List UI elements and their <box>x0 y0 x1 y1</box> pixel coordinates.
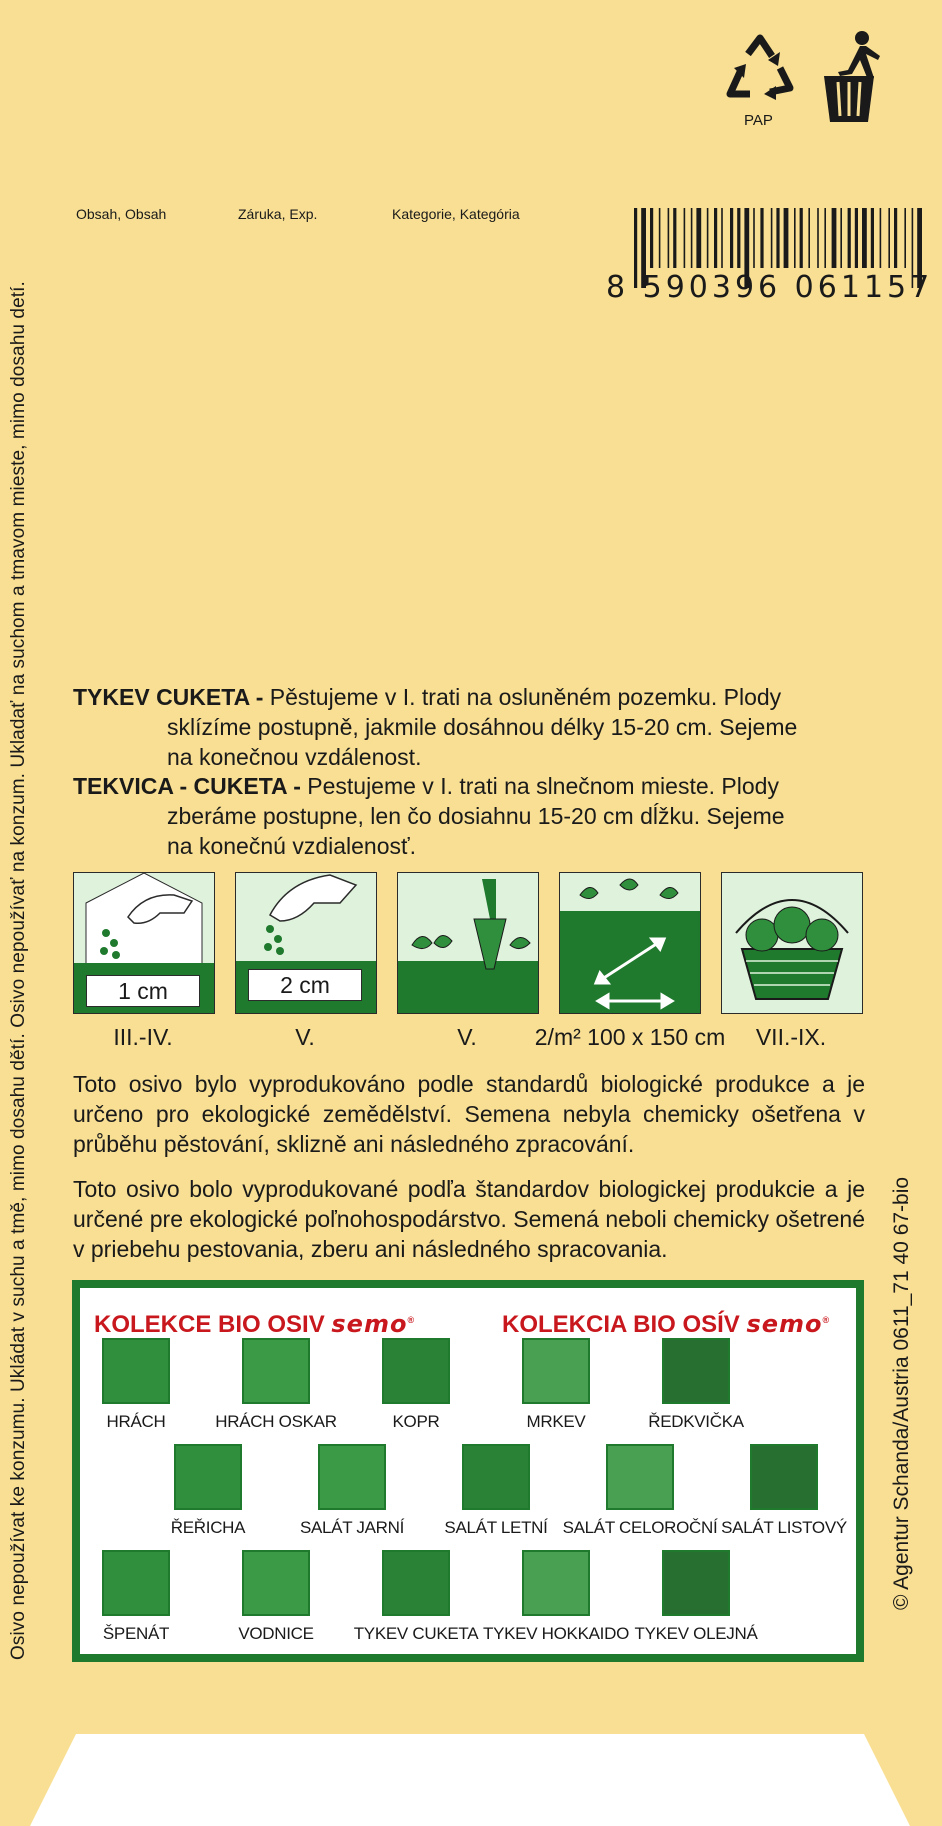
barcode-digits: 8 590396 061157 <box>606 270 934 305</box>
bio-item-label: TYKEV OLEJNÁ <box>634 1624 758 1643</box>
bio-item-image <box>102 1550 170 1616</box>
copyright-code-text: © Agentur Schanda/Austria 0611_71 40 67-bio <box>890 1176 913 1610</box>
semo-logo-2: semo <box>746 1310 823 1338</box>
organic-text-cz: Toto osivo bylo vyprodukováno podle standardů biologické produkce a je určeno pro ekologické zemědělství. Semena nebyla chemicky ošetřena v průběhu pěstování, sklizně ani následného zpracování. <box>73 1071 865 1157</box>
bio-title-sk: KOLEKCIA BIO OSÍV semo® <box>502 1310 830 1338</box>
bio-item-image <box>102 1338 170 1404</box>
bio-item-label: HRÁCH OSKAR <box>215 1412 337 1431</box>
basket-icon <box>742 949 842 999</box>
bio-item-label: SALÁT JARNÍ <box>299 1518 405 1537</box>
pap-label: PAP <box>744 112 773 129</box>
step-label-2: V. <box>295 1024 315 1050</box>
description-cz-line1: Pěstujeme v I. trati na osluněném pozemku. Plody <box>263 684 782 710</box>
recycle-icon <box>720 34 800 106</box>
step-plant <box>397 872 539 1014</box>
bio-item-label: SALÁT LETNÍ <box>444 1518 548 1537</box>
bio-item-image <box>522 1550 590 1616</box>
description-sk-title: TEKVICA - CUKETA - <box>73 773 301 799</box>
bio-item-label: ŘEŘICHA <box>170 1518 246 1537</box>
step-sow-1cm <box>73 872 215 1014</box>
step-label-4: 2/m² 100 x 150 cm <box>534 1024 726 1050</box>
bio-item-image <box>662 1550 730 1616</box>
bio-item-label: TYKEV CUKETA <box>353 1624 479 1643</box>
description-cz-line3: na konečnou vzdálenost. <box>167 744 422 770</box>
bio-title-cz: KOLEKCE BIO OSIV semo® <box>94 1310 415 1338</box>
bio-item-label: ŠPENÁT <box>102 1624 170 1643</box>
bio-item-label: TYKEV HOKKAIDO <box>482 1624 630 1643</box>
step-depth-1: 1 cm <box>86 975 200 1007</box>
description-sk-line1: Pestujeme v I. trati na slnečnom mieste. Plody <box>300 773 779 799</box>
semo-logo: semo <box>331 1310 408 1338</box>
bio-item-image <box>606 1444 674 1510</box>
bio-item-label: VODNICE <box>238 1624 314 1643</box>
description-cz <box>73 682 865 772</box>
bio-item-image <box>242 1338 310 1404</box>
bio-item-label: SALÁT LISTOVÝ <box>721 1518 847 1537</box>
step-label-3: V. <box>457 1024 477 1050</box>
bio-item-image <box>382 1550 450 1616</box>
bio-title-sk-text: KOLEKCIA BIO OSÍV <box>502 1311 740 1338</box>
bio-item-image <box>318 1444 386 1510</box>
step-depth-2: 2 cm <box>248 969 362 1001</box>
step-label-1: III.-IV. <box>113 1024 173 1050</box>
bio-item-image <box>750 1444 818 1510</box>
description-sk <box>73 771 865 861</box>
step-label-5: VII.-IX. <box>755 1024 827 1050</box>
description-cz-line2: sklízíme postupně, jakmile dosáhnou délky 15-20 cm. Sejeme <box>167 714 798 740</box>
expiry-label: Záruka, Exp. <box>238 206 318 222</box>
description-sk-line2: zberáme postupne, len čo dosiahnu 15-20 cm dĺžku. Sejeme <box>167 803 785 829</box>
storage-warning-text: Osivo nepoužívat ke konzumu. Ukládat v suchu a tmě, mimo dosahu dětí. Osivo nepoužívať na konzum. Ukladať na suchom a tmavom mieste, mimo dosahu detí. <box>8 281 29 1660</box>
bio-collection-box <box>72 1280 864 1662</box>
step-spacing <box>559 872 701 1014</box>
bio-item-image <box>522 1338 590 1404</box>
step-harvest <box>721 872 863 1014</box>
bio-item-image <box>174 1444 242 1510</box>
bio-item-image <box>382 1338 450 1404</box>
category-label: Kategorie, Kategória <box>392 206 520 222</box>
trash-bin-icon <box>818 30 890 124</box>
bio-item-label: HRÁCH <box>106 1412 166 1431</box>
step-sow-2cm <box>235 872 377 1014</box>
description-sk-line3: na konečnú vzdialenosť. <box>167 833 417 859</box>
bio-item-image <box>462 1444 530 1510</box>
content-label: Obsah, Obsah <box>76 206 167 222</box>
bio-item-image <box>662 1338 730 1404</box>
bio-item-label: SALÁT CELOROČNÍ <box>562 1518 718 1537</box>
organic-text-sk: Toto osivo bolo vyprodukované podľa štandardov biologickej produkcie a je určené pre ekologické poľnohospodárstvo. Semená neboli chemicky ošetrené v priebehu pestovania, zberu ani následného spracovania. <box>73 1176 865 1262</box>
bottom-cutout <box>30 1734 910 1826</box>
description-cz-title: TYKEV CUKETA - <box>73 684 264 710</box>
bio-item-label: ŘEDKVIČKA <box>648 1412 744 1431</box>
bio-item-image <box>242 1550 310 1616</box>
bio-item-label: MRKEV <box>526 1412 586 1431</box>
bio-item-label: KOPR <box>392 1412 440 1431</box>
bio-title-cz-text: KOLEKCE BIO OSIV <box>94 1311 325 1338</box>
